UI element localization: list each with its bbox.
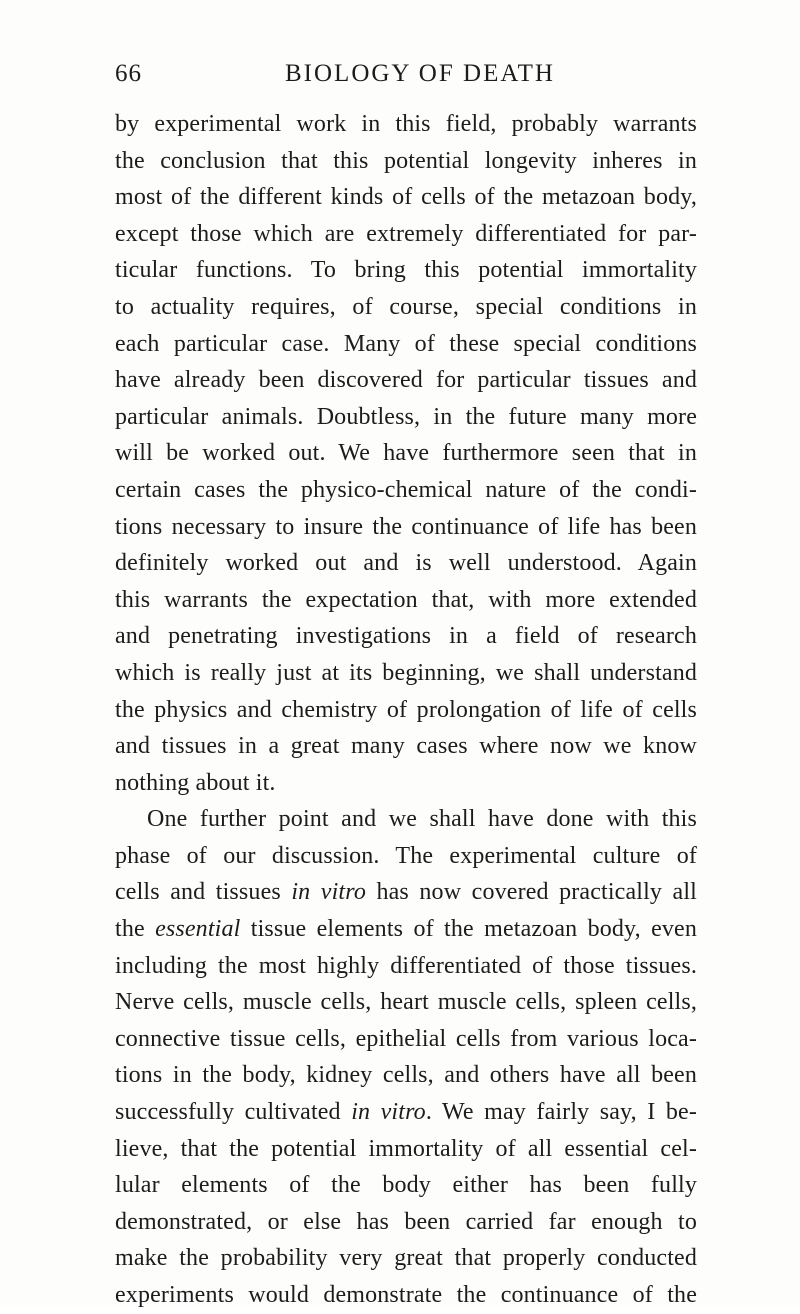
text-line: including the most highly differentiated of those tissues. xyxy=(115,952,697,979)
text-line: and penetrating investigations in a field of research xyxy=(115,623,697,650)
italic-phrase: in vitro xyxy=(291,879,366,906)
text-line xyxy=(115,1094,697,1131)
text-line: will be worked out. We have furthermore seen that in xyxy=(115,440,697,467)
text-line: particular animals. Doubtless, in the future many more xyxy=(115,403,697,430)
text-line: demonstrated, or else has been carried far enough to xyxy=(115,1208,697,1235)
text-line: and tissues in a great many cases where now we know xyxy=(115,733,697,760)
text-line: Nerve cells, muscle cells, heart muscle cells, spleen cells, xyxy=(115,989,697,1016)
text-line xyxy=(115,874,697,911)
text-line: have already been discovered for particular tissues and xyxy=(115,367,697,394)
paragraph-end-line: nothing about it. xyxy=(115,769,276,796)
text-line: this warrants the expectation that, with more extended xyxy=(115,586,697,613)
text-line: ticular functions. To bring this potential immortality xyxy=(115,257,697,284)
paragraph-start-line: One further point and we shall have done with this xyxy=(147,806,697,833)
text-line: experiments would demonstrate the continuance of the xyxy=(115,1282,697,1308)
page-number: 66 xyxy=(115,60,142,87)
text-line: the conclusion that this potential longevity inheres in xyxy=(115,147,697,174)
text-run: tissue elements of the metazoan body, even xyxy=(240,916,697,943)
text-run: cells and tissues xyxy=(115,879,292,906)
text-line: which is really just at its beginning, we shall understand xyxy=(115,659,697,686)
text-line: except those which are extremely differentiated for par- xyxy=(115,220,697,247)
text-run: successfully cultivated xyxy=(115,1099,352,1126)
italic-phrase: in vitro xyxy=(351,1099,426,1126)
body-text xyxy=(115,106,697,1314)
running-head xyxy=(115,60,697,100)
text-line: lieve, that the potential immortality of all essential cel- xyxy=(115,1135,697,1162)
text-line: to actuality requires, of course, special conditions in xyxy=(115,293,697,320)
text-line: tions in the body, kidney cells, and others have all been xyxy=(115,1062,697,1089)
text-run: has now covered practically all xyxy=(365,879,697,906)
text-run: the xyxy=(115,916,156,943)
text-run: . We may fairly say, I be- xyxy=(425,1099,697,1126)
italic-phrase: essential xyxy=(155,916,241,943)
text-line: lular elements of the body either has been fully xyxy=(115,1172,697,1199)
text-line: definitely worked out and is well understood. Again xyxy=(115,550,697,577)
text-line: the physics and chemistry of prolongation of life of cells xyxy=(115,696,697,723)
text-line: each particular case. Many of these special conditions xyxy=(115,330,697,357)
text-line: most of the different kinds of cells of the metazoan body, xyxy=(115,184,697,211)
text-line: tions necessary to insure the continuance of life has been xyxy=(115,513,697,540)
text-line: by experimental work in this field, probably warrants xyxy=(115,111,697,137)
text-line xyxy=(115,911,697,948)
text-line: phase of our discussion. The experimental culture of xyxy=(115,842,697,869)
text-line: make the probability very great that properly conducted xyxy=(115,1245,697,1272)
text-line: certain cases the physico-chemical nature of the condi- xyxy=(115,476,697,503)
running-title: BIOLOGY OF DEATH xyxy=(285,60,555,87)
text-line: connective tissue cells, epithelial cells from various loca- xyxy=(115,1025,697,1052)
